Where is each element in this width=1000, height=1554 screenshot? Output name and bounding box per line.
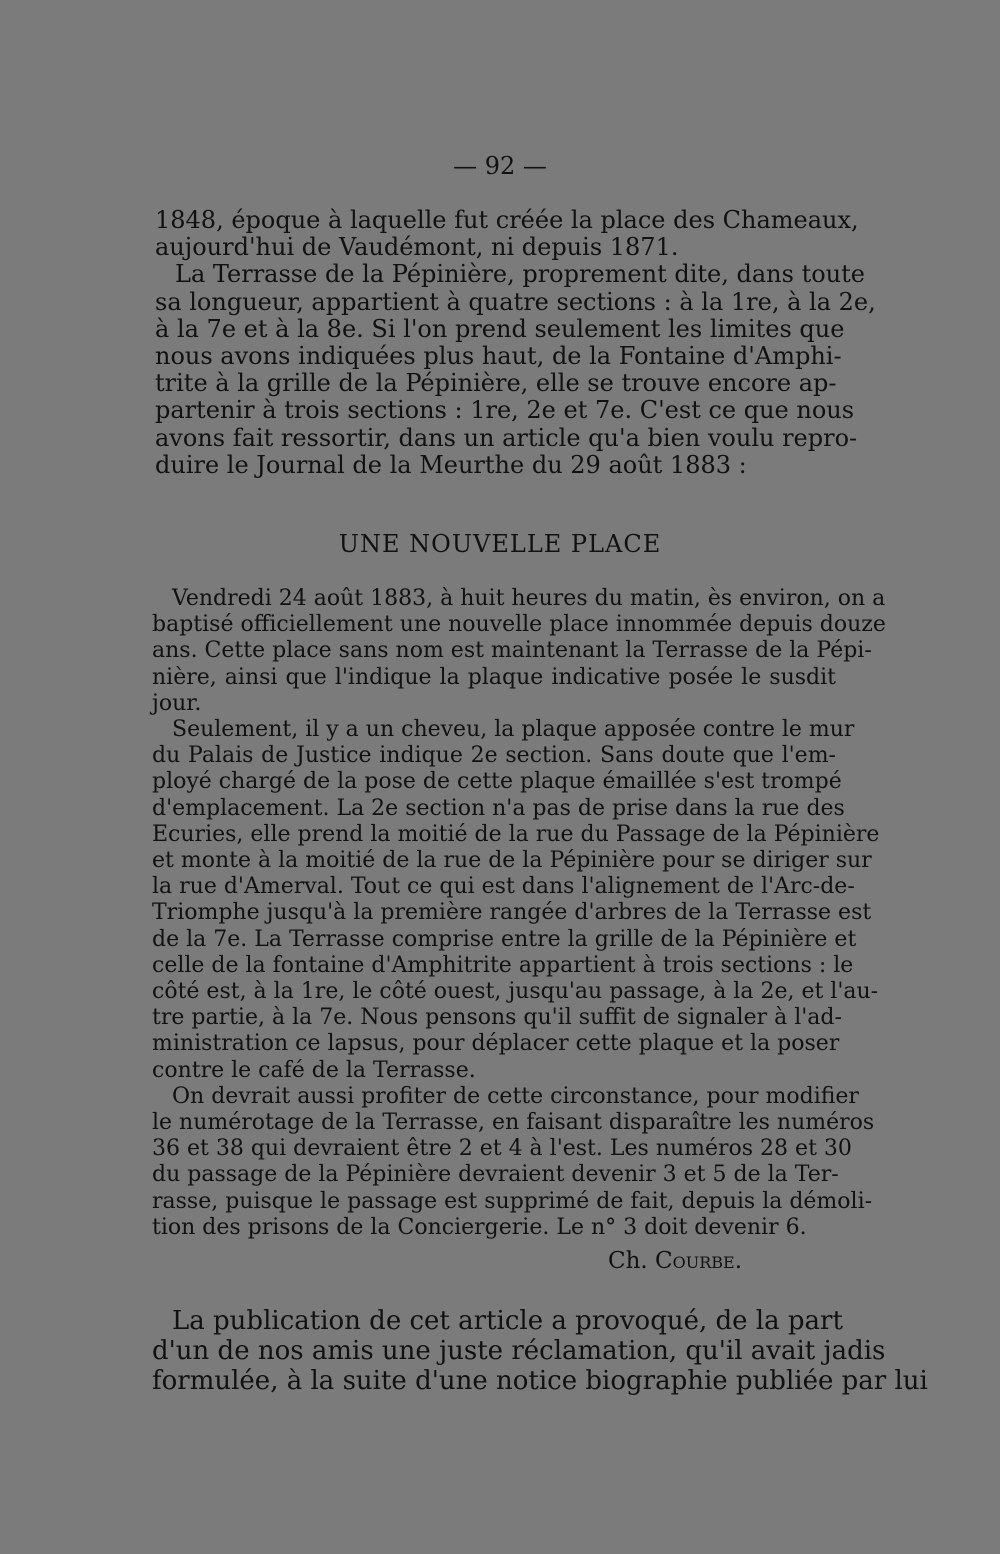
- signature-name: Courbe.: [655, 1248, 743, 1274]
- article-title: UNE NOUVELLE PLACE: [338, 530, 662, 558]
- article-line: d'emplacement. La 2e section n'a pas de prise dans la rue des: [152, 795, 845, 821]
- article-line: celle de la fontaine d'Amphitrite appartient à trois sections : le: [152, 952, 854, 978]
- intro-line: duire le Journal de la Meurthe du 29 août 1883 :: [155, 450, 747, 479]
- signature: [608, 1248, 742, 1274]
- article-line: du Palais de Justice indique 2e section. Sans doute que l'em-: [152, 743, 836, 769]
- article-line: Triomphe jusqu'à la première rangée d'arbres de la Terrasse est: [152, 900, 872, 926]
- article-line: contre le café de la Terrasse.: [152, 1057, 476, 1083]
- page-number: — 92 —: [453, 152, 547, 180]
- article-line: et monte à la moitié de la rue de la Pépinière pour se diriger sur: [152, 848, 872, 873]
- intro-line: sa longueur, appartient à quatre sections : à la 1re, à la 2e,: [155, 287, 876, 316]
- article-line: jour.: [152, 690, 202, 716]
- article-line: ans. Cette place sans nom est maintenant la Terrasse de la Pépi-: [152, 638, 872, 664]
- intro-line: nous avons indiquées plus haut, de la Fontaine d'Amphi-: [155, 342, 842, 370]
- intro-line: à la 7e et à la 8e. Si l'on prend seulement les limites que: [155, 314, 845, 343]
- intro-line: aujourd'hui de Vaudémont, ni depuis 1871.: [155, 233, 679, 262]
- article-line: Seulement, il y a un cheveu, la plaque apposée contre le mur: [172, 717, 855, 742]
- article-line: ployé chargé de la pose de cette plaque émaillée s'est trompé: [152, 769, 842, 795]
- closing-line: d'un de nos amis une juste réclamation, qu'il avait jadis: [152, 1336, 886, 1366]
- article-line: nière, ainsi que l'indique la plaque indicative posée le susdit: [152, 664, 836, 690]
- article-line: baptisé officiellement une nouvelle place innommée depuis douze: [152, 612, 886, 638]
- article-line: ministration ce lapsus, pour déplacer cette plaque et la poser: [152, 1031, 840, 1057]
- article-line: 36 et 38 qui devraient être 2 et 4 à l'est. Les numéros 28 et 30: [152, 1136, 852, 1162]
- intro-line: trite à la grille de la Pépinière, elle se trouve encore ap-: [155, 369, 837, 398]
- intro-line: avons fait ressortir, dans un article qu'a bien voulu repro-: [155, 423, 858, 452]
- closing-line: La publication de cet article a provoqué, de la part: [172, 1306, 843, 1336]
- article-line: côté est, à la 1re, le côté ouest, jusqu'au passage, à la 2e, et l'au-: [152, 979, 879, 1004]
- article-line: tion des prisons de la Conciergerie. Le n° 3 doit devenir 6.: [152, 1214, 807, 1240]
- article-line: du passage de la Pépinière devraient devenir 3 et 5 de la Ter-: [152, 1162, 839, 1188]
- article-line: tre partie, à la 7e. Nous pensons qu'il suffit de signaler à l'ad-: [152, 1005, 842, 1031]
- intro-line: partenir à trois sections : 1re, 2e et 7e. C'est ce que nous: [155, 396, 855, 425]
- article-line: rasse, puisque le passage est supprimé de fait, depuis la démoli-: [152, 1188, 873, 1214]
- intro-line: 1848, époque à laquelle fut créée la place des Chameaux,: [155, 206, 859, 234]
- article-line: Ecuries, elle prend la moitié de la rue du Passage de la Pépinière: [152, 821, 880, 847]
- closing-line: formulée, à la suite d'une notice biographie publiée par lui: [152, 1366, 928, 1396]
- article-line: la rue d'Amerval. Tout ce qui est dans l'alignement de l'Arc-de-: [152, 874, 855, 900]
- article-line: le numérotage de la Terrasse, en faisant disparaître les numéros: [152, 1110, 875, 1135]
- article-line: de la 7e. La Terrasse comprise entre la grille de la Pépinière et: [152, 926, 857, 952]
- article-line: Vendredi 24 août 1883, à huit heures du matin, ès environ, on a: [172, 586, 886, 611]
- intro-line: La Terrasse de la Pépinière, proprement dite, dans toute: [175, 260, 865, 289]
- signature-prefix: Ch.: [608, 1248, 656, 1274]
- article-line: On devrait aussi profiter de cette circonstance, pour modifier: [172, 1083, 859, 1109]
